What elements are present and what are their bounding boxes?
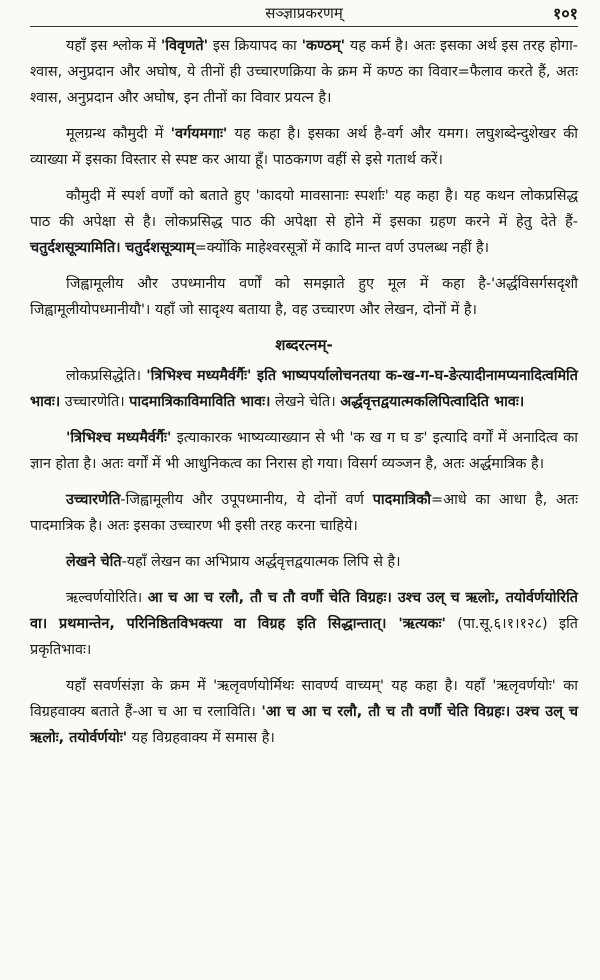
text-run: मूलग्रन्थ कौमुदी में — [66, 126, 171, 142]
text-run: इत्याकारक भाष्यव्याख्यान से भी 'क ख ग घ ङ' इत्यादि वर्गों में अनादित्व का ज्ञान होता है। अतः वर्गों में भी आधुनिकत्व का निरास हो गया। विसर्ग व्यञ्जन है, अतः अर्द्धमात्रिक है। — [30, 430, 578, 472]
text-run: यहाँ इस श्लोक में — [66, 38, 161, 54]
text-run: =आधे का आधा है, अतः पादमात्रिक है। अतः इसका उच्चारण भी इसी तरह करना चाहिये। — [30, 492, 579, 534]
text-run: यह कहा है। इसका अर्थ है-वर्ग और यमग। लघुशब्देन्दुशेखर की व्याख्या में इसका विस्तार से स्पष्ट कर आया हूँ। पाठकगण वहीं से इसे गतार्थ करें। — [30, 126, 578, 168]
text-run: जिह्वामूलीय और उपध्मानीय वर्णों को समझाते हुए मूल में कहा है-'अर्द्धविसर्गसदृशौ जिह्वामूलीयोपध्मानीयौ'। यहाँ जो सादृश्य बताया है, वह उच्चारण और लेखन, दोनों में है। — [30, 276, 578, 318]
bold-text: लेखने चेति — [66, 554, 122, 570]
paragraph — [30, 673, 578, 751]
text-run: लोकप्रसिद्धेति। — [66, 368, 147, 384]
text-run: ऋल्वर्णयोरिति। — [66, 590, 148, 606]
bold-text: 'त्रिभिश्च मध्यमैर्वर्गैः' इति भाष्यपर्यालोचनतया क-ख-ग-घ-ङेत्यादीनामप्यनादित्वमिति भावः। — [30, 368, 578, 410]
bold-text: आ च आ च रलौ, तौ च तौ वर्णौ चेति विग्रहः। उश्च उल् च ऋलोः, तयोर्वर्णयोरिति वा। प्रथमान्तेन, परिनिष्ठितविभक्त्या वा विग्रह इति सिद्धान्तात्। 'ऋत्यकः' — [30, 590, 578, 632]
bold-text: अर्द्धवृत्तद्वयात्मकलिपित्वादिति भावः। — [340, 394, 525, 410]
bold-text: 'आ च आ च रलौ, तौ च तौ वर्णौ चेति विग्रहः। उश्च उल् च ऋलोः, तयोर्वर्णयोः' — [30, 704, 579, 746]
text-run: उच्चारणेति। — [60, 394, 130, 410]
paragraph — [30, 121, 578, 173]
text-run: यह विग्रहवाक्य में समास है। — [127, 730, 275, 746]
text-run: =क्योंकि माहेश्वरसूत्रों में कादि मान्त वर्ण उपलब्ध नहीं है। — [194, 240, 490, 256]
text-run: लेखने चेति। — [270, 394, 341, 410]
bold-text: चतुर्दशसूत्र्याम् — [125, 240, 195, 256]
text-run: -यहाँ लेखन का अभिप्राय अर्द्धवृत्तद्वयात्मक लिपि से है। — [121, 554, 401, 570]
paragraph — [30, 363, 578, 415]
bold-text: 'विवृणते' — [160, 38, 209, 54]
text-run: यहाँ सवर्णसंज्ञा के क्रम में 'ऋलृवर्णयोर्मिथः सावर्ण्य वाच्यम्' यह कहा है। यहाँ 'ऋलृवर्णयोः' का विग्रहवाक्य बताते हैं-आ च आ च रलाविति। — [30, 678, 578, 720]
text-run: यह कर्म है। अतः इसका अर्थ इस तरह होगा-श्वास, अनुप्रदान और अघोष, ये तीनों ही उच्चारणक्रिया के क्रम में कण्ठ का विवार=फैलाव करते हैं, अतः श्वास, अनुप्रदान और अघोष, इन तीनों का विवार प्रयत्न है। — [30, 38, 578, 106]
paragraph — [30, 271, 578, 323]
running-head — [30, 0, 578, 27]
chapter-title: सञ्ज्ञाप्रकरणम् — [265, 4, 343, 22]
bold-text: उच्चारणेति — [66, 492, 121, 508]
body-text — [30, 33, 578, 751]
bold-text: 'त्रिभिश्च मध्यमैर्वर्गैः' — [66, 430, 172, 446]
paragraph — [30, 487, 578, 539]
text-run: इस क्रियापद का — [208, 38, 302, 54]
bold-text: 'कण्ठम्' — [301, 38, 346, 54]
paragraph — [30, 425, 578, 477]
paragraph — [30, 33, 578, 111]
paragraph — [30, 585, 578, 663]
bold-text: 'वर्गयमगाः' — [170, 126, 228, 142]
text-run: (पा.सू.६।१।१२८) इति प्रकृतिभावः। — [30, 616, 578, 658]
text-run: -जिह्वामूलीय और उपूपध्मानीय, ये दोनों वर्ण — [120, 492, 373, 508]
bold-text: चतुर्दशसूत्र्यामिति। — [30, 240, 121, 256]
bold-text: पादमात्रिकाविमाविति भावः। — [129, 394, 271, 410]
text-run: कौमुदी में स्पर्श वर्णों को बताते हुए 'कादयो मावसानाः स्पर्शाः' यह कहा है। यह कथन लोकप्रसिद्ध पाठ की अपेक्षा से है। लोकप्रसिद्ध पाठ की अपेक्षा से होने में इसका ग्रहण करने में हेतु देते हैं- — [30, 188, 578, 230]
paragraph — [30, 183, 578, 261]
paragraph — [30, 549, 578, 575]
section-heading: शब्दरत्नम्- — [275, 336, 333, 354]
bold-text: पादमात्रिकौ — [372, 492, 432, 508]
page-number: १०१ — [553, 4, 578, 23]
